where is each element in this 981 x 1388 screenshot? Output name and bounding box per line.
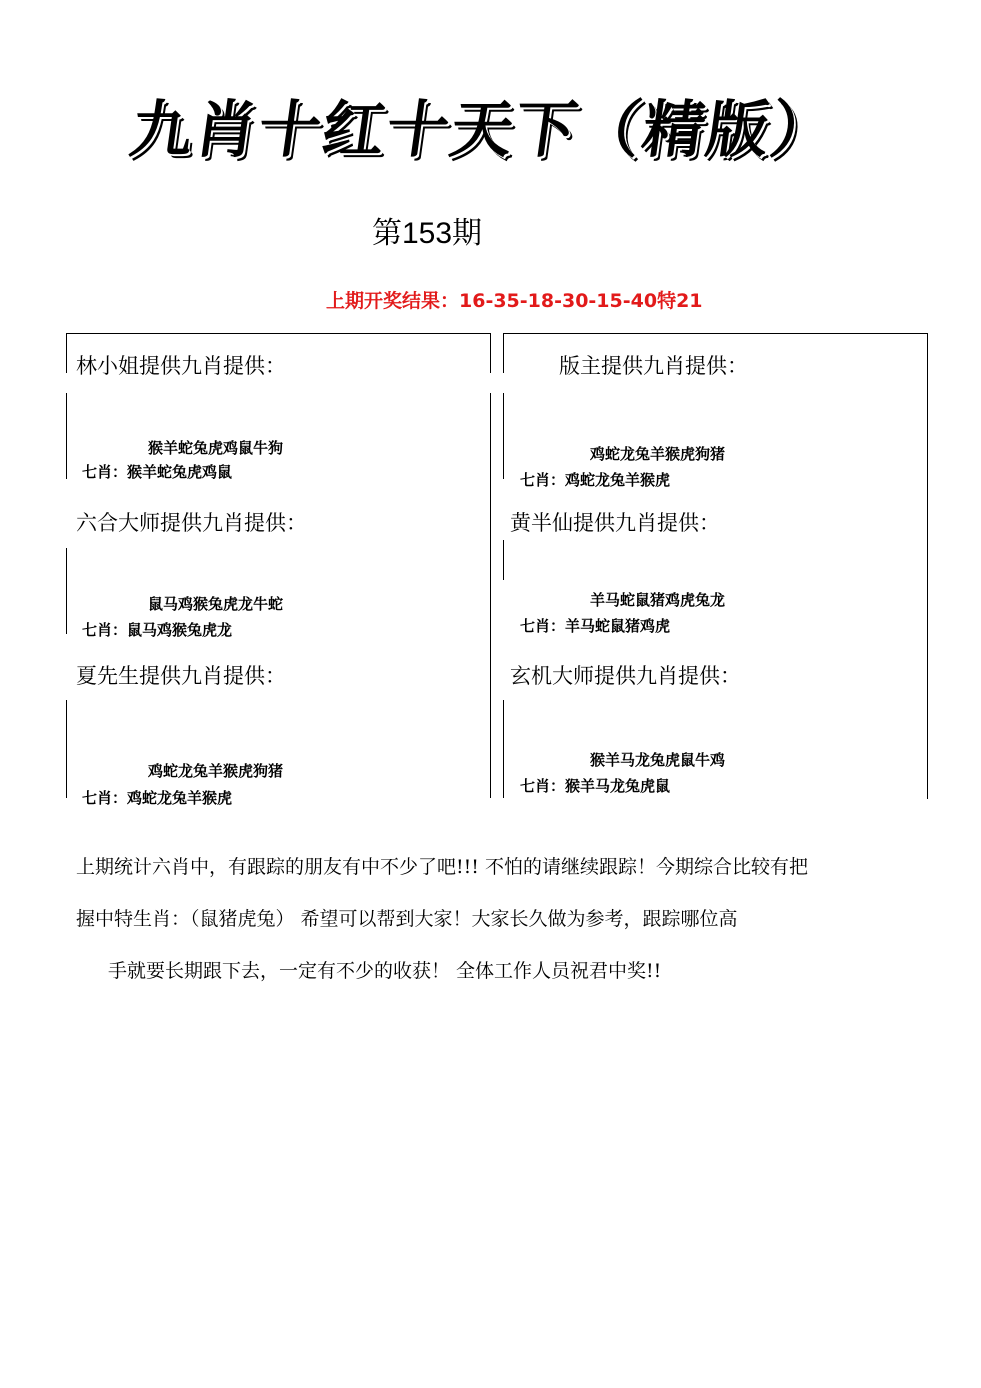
nine-zodiac: 猴羊蛇兔虎鸡鼠牛狗 [148,439,284,457]
left-divider [66,700,67,798]
section-title: 玄机大师提供九肖提供： [510,664,741,688]
seven-zodiac: 七肖：鸡蛇龙兔羊猴虎 [520,471,671,489]
center-divider [503,333,504,373]
right-panel [503,333,928,799]
seven-zodiac: 七肖：鼠马鸡猴兔虎龙 [82,621,233,639]
nine-zodiac: 鼠马鸡猴兔虎龙牛蛇 [148,595,284,613]
left-divider [66,333,67,373]
nine-zodiac: 鸡蛇龙兔羊猴虎狗猪 [148,762,284,780]
center-divider [503,540,504,580]
footer-line: 上期统计六肖中，有跟踪的朋友有中不少了吧!!! 不怕的请继续跟踪！今期综合比较有把 [76,856,808,878]
section-title: 黄半仙提供九肖提供： [510,511,720,535]
footer-line: 手就要长期跟下去，一定有不少的收获！ 全体工作人员祝君中奖!! [108,960,662,982]
page-title: 九肖十红十天下（精版） [125,93,840,166]
nine-zodiac: 羊马蛇鼠猪鸡虎兔龙 [590,591,726,609]
nine-zodiac: 鸡蛇龙兔羊猴虎狗猪 [590,445,726,463]
center-divider [490,333,491,373]
last-draw-result: 上期开奖结果：16-35-18-30-15-40特21 [326,290,703,312]
seven-zodiac: 七肖：羊马蛇鼠猪鸡虎 [520,617,671,635]
nine-zodiac: 猴羊马龙兔虎鼠牛鸡 [590,751,726,769]
left-divider [66,393,67,479]
center-divider [503,700,504,798]
center-divider [503,393,504,479]
section-title: 夏先生提供九肖提供： [76,664,286,688]
left-panel [66,333,490,799]
issue-number: 第153期 [372,217,483,250]
footer-line: 握中特生肖：（鼠猪虎兔） 希望可以帮到大家！大家长久做为参考，跟踪哪位高 [76,908,738,930]
section-title: 版主提供九肖提供： [559,354,748,378]
seven-zodiac: 七肖：鸡蛇龙兔羊猴虎 [82,789,233,807]
section-title: 林小姐提供九肖提供： [76,354,286,378]
seven-zodiac: 七肖：猴羊马龙兔虎鼠 [520,777,671,795]
seven-zodiac: 七肖：猴羊蛇兔虎鸡鼠 [82,463,233,481]
section-title: 六合大师提供九肖提供： [76,511,307,535]
left-divider [66,548,67,634]
center-divider [490,393,491,798]
